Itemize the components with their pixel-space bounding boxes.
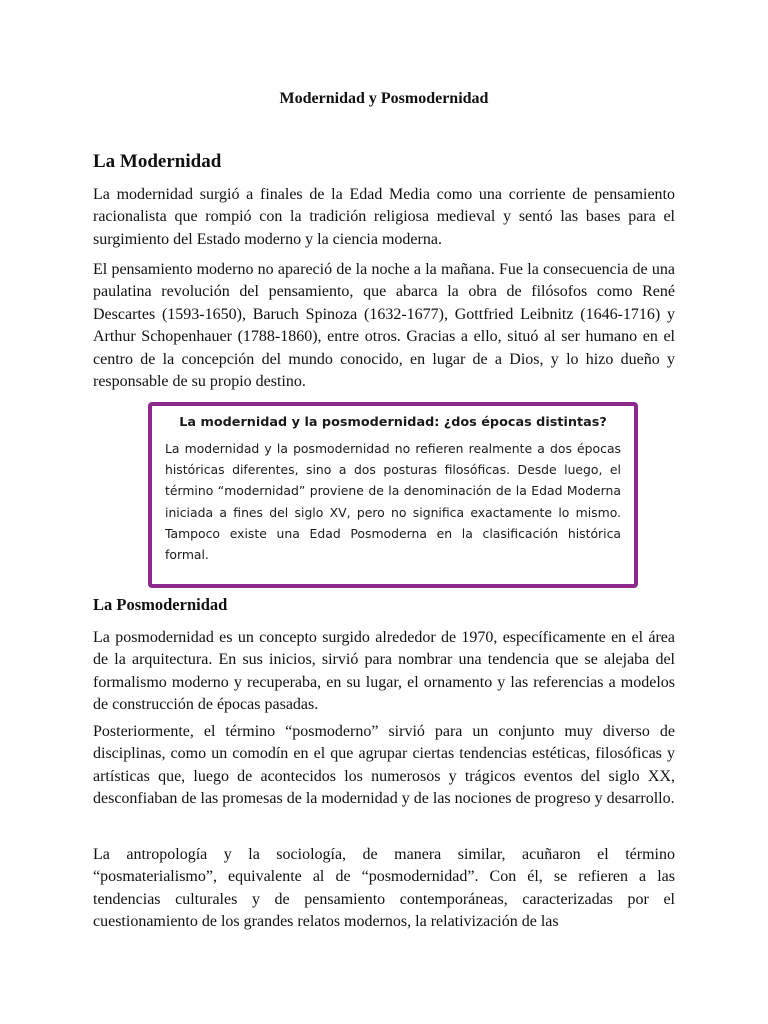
- paragraph: Posteriormente, el término “posmoderno” sirvió para un conjunto muy diverso de disciplinas, como un comodín en el que agrupar ciertas tendencias estéticas, filosóficas y artísticas que, luego de acontecidos los numerosos y trágicos eventos del siglo XX, desconfiaban de las promesas de la modernidad y de las nociones de progreso y desarrollo.: [93, 723, 675, 808]
- section-heading-posmodernidad: La Posmodernidad: [93, 595, 228, 614]
- callout-title: La modernidad y la posmodernidad: ¿dos épocas distintas?: [179, 415, 607, 430]
- paragraph: La posmodernidad es un concepto surgido alrededor de 1970, específicamente en el área de la arquitectura. En sus inicios, sirvió para nombrar una tendencia que se alejaba del formalismo moderno y recuperaba, en su lugar, el ornamento y las referencias a modelos de construcción de épocas pasadas.: [93, 629, 675, 714]
- paragraph: El pensamiento moderno no apareció de la noche a la mañana. Fue la consecuencia de una paulatina revolución del pensamiento, que abarca la obra de filósofos como René Descartes (1593-1650), Baruch Spinoza (1632-1677), Gottfried Leibnitz (1646-1716) y Arthur Schopenhauer (1788-1860), entre otros. Gracias a ello, situó al ser humano en el centro de la concepción del mundo conocido, en lugar de a Dios, y lo hizo dueño y responsable de su propio destino.: [93, 261, 675, 391]
- paragraph: La antropología y la sociología, de manera similar, acuñaron el término “posmaterialismo”, equivalente al de “posmodernidad”. Con él, se refieren a las tendencias culturales y de pensamiento contemporáneas, caracterizadas por el cuestionamiento de los grandes relatos modernos, la relativización de las: [93, 846, 675, 931]
- paragraph: La modernidad surgió a finales de la Edad Media como una corriente de pensamiento racionalista que rompió con la tradición religiosa medieval y sentó las bases para el surgimiento del Estado moderno y la ciencia moderna.: [93, 186, 675, 248]
- section-heading-modernidad: La Modernidad: [93, 151, 222, 172]
- document-title: Modernidad y Posmodernidad: [279, 90, 489, 107]
- callout-box: [148, 402, 638, 588]
- callout-body: La modernidad y la posmodernidad no refieren realmente a dos épocas históricas diferentes, sino a dos posturas filosóficas. Desde luego, el término “modernidad” proviene de la denominación de la Edad Moderna iniciada a fines del siglo XV, pero no significa exactamente lo mismo. Tampoco existe una Edad Posmoderna en la clasificación histórica formal.: [165, 441, 621, 563]
